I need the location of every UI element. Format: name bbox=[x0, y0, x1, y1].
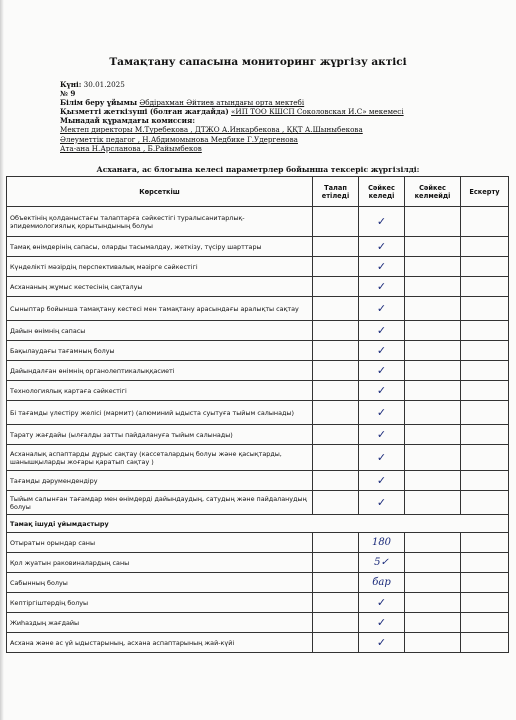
required-cell bbox=[313, 381, 359, 401]
note-cell bbox=[461, 381, 509, 401]
required-cell bbox=[313, 257, 359, 277]
check-mark-icon: ✓ bbox=[376, 451, 387, 464]
required-cell bbox=[313, 297, 359, 321]
noncompliant-cell bbox=[405, 207, 461, 237]
required-cell bbox=[313, 321, 359, 341]
required-cell bbox=[313, 207, 359, 237]
table-row bbox=[7, 533, 509, 553]
indicator-cell: Дайындалған өнімнің органолептикалыққасиеті bbox=[7, 361, 313, 381]
act-number: № 9 bbox=[60, 89, 76, 99]
date-value: 30.01.2025 bbox=[83, 80, 125, 89]
check-mark-icon: ✓ bbox=[376, 280, 387, 293]
noncompliant-cell bbox=[405, 277, 461, 297]
commission-line-3: Ата-ана Н.Арсланова , Б.Райымбеков bbox=[60, 143, 202, 153]
indicator-cell: Асханалық аспаптарды дұрыс сақтау (кассеталардың болуы және қасықтарды, шанышқыларды жоғары қаратып сақтау ) bbox=[7, 445, 313, 471]
compliant-cell bbox=[359, 491, 405, 515]
header-required: Талап етіледі bbox=[313, 177, 359, 207]
indicator-cell: Технологиялық картаға сәйкестігі bbox=[7, 381, 313, 401]
indicator-cell: Тағамды дәрумендендіру bbox=[7, 471, 313, 491]
noncompliant-cell bbox=[405, 321, 461, 341]
noncompliant-cell bbox=[405, 633, 461, 653]
noncompliant-cell bbox=[405, 471, 461, 491]
noncompliant-cell bbox=[405, 297, 461, 321]
noncompliant-cell bbox=[405, 573, 461, 593]
check-mark-icon: ✓ bbox=[376, 344, 387, 357]
check-mark-icon: ✓ bbox=[376, 616, 387, 629]
inspection-table bbox=[6, 176, 509, 653]
note-cell bbox=[461, 553, 509, 573]
compliant-cell bbox=[359, 613, 405, 633]
header-noncompliant: Сәйкес келмейді bbox=[405, 177, 461, 207]
document-header-info bbox=[60, 80, 500, 153]
document-title: Тамақтану сапасына мониторинг жүргізу актісі bbox=[109, 56, 407, 68]
required-cell bbox=[313, 553, 359, 573]
table-row bbox=[7, 207, 509, 237]
noncompliant-cell bbox=[405, 613, 461, 633]
compliant-cell bbox=[359, 425, 405, 445]
compliant-cell bbox=[359, 471, 405, 491]
check-mark-icon: ✓ bbox=[376, 406, 387, 419]
noncompliant-cell bbox=[405, 445, 461, 471]
compliant-cell bbox=[359, 341, 405, 361]
note-cell bbox=[461, 445, 509, 471]
compliant-cell bbox=[359, 297, 405, 321]
noncompliant-cell bbox=[405, 257, 461, 277]
note-cell bbox=[461, 533, 509, 553]
noncompliant-cell bbox=[405, 401, 461, 425]
note-cell bbox=[461, 573, 509, 593]
table-row bbox=[7, 445, 509, 471]
check-mark-icon: ✓ bbox=[376, 215, 387, 228]
table-row bbox=[7, 425, 509, 445]
compliant-cell bbox=[359, 401, 405, 425]
compliant-cell bbox=[359, 553, 405, 573]
compliant-cell bbox=[359, 633, 405, 653]
note-cell bbox=[461, 401, 509, 425]
date-row bbox=[60, 80, 500, 89]
table-header-row bbox=[7, 177, 509, 207]
table-body bbox=[7, 207, 509, 653]
required-cell bbox=[313, 613, 359, 633]
header-note: Ескерту bbox=[461, 177, 509, 207]
edu-org-value: Әбдірахман Әйтиев атындағы орта мектебі bbox=[139, 98, 305, 108]
noncompliant-cell bbox=[405, 425, 461, 445]
table-row bbox=[7, 257, 509, 277]
check-mark-icon: ✓ bbox=[376, 428, 387, 441]
required-cell bbox=[313, 633, 359, 653]
provider-label: Қызметті жеткізуші (болған жағдайда) bbox=[60, 107, 229, 117]
required-cell bbox=[313, 425, 359, 445]
table-row bbox=[7, 381, 509, 401]
table-row bbox=[7, 321, 509, 341]
indicator-cell: Отыратын орындар саны bbox=[7, 533, 313, 553]
check-mark-icon: ✓ bbox=[376, 302, 387, 315]
required-cell bbox=[313, 471, 359, 491]
date-label: Күні: bbox=[60, 80, 82, 89]
provider-row bbox=[60, 107, 500, 116]
required-cell bbox=[313, 573, 359, 593]
check-mark-icon: ✓ bbox=[376, 240, 387, 253]
compliant-cell bbox=[359, 361, 405, 381]
indicator-cell: Асхананың жұмыс кестесінің сақталуы bbox=[7, 277, 313, 297]
table-row bbox=[7, 553, 509, 573]
table-row bbox=[7, 491, 509, 515]
indicator-cell: Тарату жағдайы (ылғалды затты пайдалануға тыйым салынады) bbox=[7, 425, 313, 445]
note-cell bbox=[461, 257, 509, 277]
noncompliant-cell bbox=[405, 533, 461, 553]
compliant-cell bbox=[359, 207, 405, 237]
noncompliant-cell bbox=[405, 361, 461, 381]
table-row bbox=[7, 297, 509, 321]
table-row bbox=[7, 593, 509, 613]
noncompliant-cell bbox=[405, 593, 461, 613]
section-row bbox=[7, 515, 509, 533]
indicator-cell: Асхана және ас үй ыдыстарының, асхана аспаптарының жай-күйі bbox=[7, 633, 313, 653]
required-cell bbox=[313, 237, 359, 257]
handwritten-value: бар bbox=[372, 577, 391, 588]
compliant-cell bbox=[359, 573, 405, 593]
handwritten-value: 180 bbox=[371, 537, 392, 548]
noncompliant-cell bbox=[405, 491, 461, 515]
commission-line-2: Әлеуметтік педагог , Н.Абдимомынова Медбике Г.Удергенова bbox=[60, 134, 298, 144]
note-cell bbox=[461, 593, 509, 613]
noncompliant-cell bbox=[405, 237, 461, 257]
required-cell bbox=[313, 361, 359, 381]
required-cell bbox=[313, 341, 359, 361]
commission-label: Мынадай құрамдағы комиссия: bbox=[60, 116, 195, 126]
required-cell bbox=[313, 401, 359, 425]
table-row bbox=[7, 277, 509, 297]
check-mark-icon: ✓ bbox=[376, 364, 387, 377]
indicator-cell: Тыйым салынған тағамдар мен өнімдерді дайындаудың, сатудың және пайдаланудың болуы bbox=[7, 491, 313, 515]
indicator-cell: Бі тағамды үлестіру желісі (мармит) (алюминий ыдыста суытуға тыйым салынады) bbox=[7, 401, 313, 425]
required-cell bbox=[313, 445, 359, 471]
table-row bbox=[7, 361, 509, 381]
section-title: Тамақ ішуді ұйымдастыру bbox=[7, 515, 509, 533]
compliant-cell bbox=[359, 593, 405, 613]
compliant-cell bbox=[359, 321, 405, 341]
handwritten-value: 5✓ bbox=[374, 557, 389, 568]
noncompliant-cell bbox=[405, 381, 461, 401]
note-cell bbox=[461, 425, 509, 445]
note-cell bbox=[461, 471, 509, 491]
indicator-cell: Күнделікті мәзірдің перспективалық мәзірге сәйкестігі bbox=[7, 257, 313, 277]
check-mark-icon: ✓ bbox=[376, 636, 387, 649]
required-cell bbox=[313, 533, 359, 553]
noncompliant-cell bbox=[405, 553, 461, 573]
indicator-cell: Қол жуатын раковиналардың саны bbox=[7, 553, 313, 573]
compliant-cell bbox=[359, 445, 405, 471]
note-cell bbox=[461, 237, 509, 257]
table-row bbox=[7, 471, 509, 491]
note-cell bbox=[461, 277, 509, 297]
note-cell bbox=[461, 361, 509, 381]
indicator-cell: Сабынның болуы bbox=[7, 573, 313, 593]
table-row bbox=[7, 341, 509, 361]
check-mark-icon: ✓ bbox=[376, 324, 387, 337]
check-mark-icon: ✓ bbox=[376, 260, 387, 273]
table-row bbox=[7, 237, 509, 257]
table-row bbox=[7, 613, 509, 633]
check-mark-icon: ✓ bbox=[376, 474, 387, 487]
required-cell bbox=[313, 277, 359, 297]
check-mark-icon: ✓ bbox=[376, 384, 387, 397]
indicator-cell: Тамақ өнімдерінің сапасы, оларды тасымалдау, жеткізу, түсіру шарттары bbox=[7, 237, 313, 257]
indicator-cell: Объектінің қолданыстағы талаптарға сәйкестігі туралысанитарлық-эпидемиологиялық қорытындының болуы bbox=[7, 207, 313, 237]
check-mark-icon: ✓ bbox=[376, 496, 387, 509]
edu-org-label: Білім беру ұйымы bbox=[60, 98, 138, 108]
note-cell bbox=[461, 633, 509, 653]
edu-org-row bbox=[60, 98, 500, 107]
provider-value: «ИП ТОО КШСП Соколовская И.С» мекемесі bbox=[231, 107, 404, 117]
commission-line-1: Мектеп директоры М.Туребекова , ДТЖО А.Инкарбекова , ҚҚТ А.Шыныбекова bbox=[60, 125, 363, 135]
inspection-subtitle: Асханаға, ас блогына келесі параметрлер бойынша тексеріс жүргізілді: bbox=[96, 165, 420, 174]
noncompliant-cell bbox=[405, 341, 461, 361]
note-cell bbox=[461, 321, 509, 341]
table-row bbox=[7, 573, 509, 593]
note-cell bbox=[461, 207, 509, 237]
required-cell bbox=[313, 593, 359, 613]
compliant-cell bbox=[359, 277, 405, 297]
compliant-cell bbox=[359, 533, 405, 553]
indicator-cell: Жиһаздың жағдайы bbox=[7, 613, 313, 633]
table-row bbox=[7, 401, 509, 425]
indicator-cell: Кептіргіштердің болуы bbox=[7, 593, 313, 613]
compliant-cell bbox=[359, 257, 405, 277]
scan-edge-shadow bbox=[0, 0, 4, 720]
check-mark-icon: ✓ bbox=[376, 596, 387, 609]
header-compliant: Сәйкес келеді bbox=[359, 177, 405, 207]
indicator-cell: Дайын өнімнің сапасы bbox=[7, 321, 313, 341]
table-row bbox=[7, 633, 509, 653]
compliant-cell bbox=[359, 237, 405, 257]
header-indicator: Көрсеткіш bbox=[7, 177, 313, 207]
compliant-cell bbox=[359, 381, 405, 401]
note-cell bbox=[461, 297, 509, 321]
note-cell bbox=[461, 613, 509, 633]
note-cell bbox=[461, 341, 509, 361]
note-cell bbox=[461, 491, 509, 515]
required-cell bbox=[313, 491, 359, 515]
indicator-cell: Бақылаудағы тағамның болуы bbox=[7, 341, 313, 361]
indicator-cell: Сыныптар бойынша тамақтану кестесі мен тамақтану арасындағы аралықты сақтау bbox=[7, 297, 313, 321]
